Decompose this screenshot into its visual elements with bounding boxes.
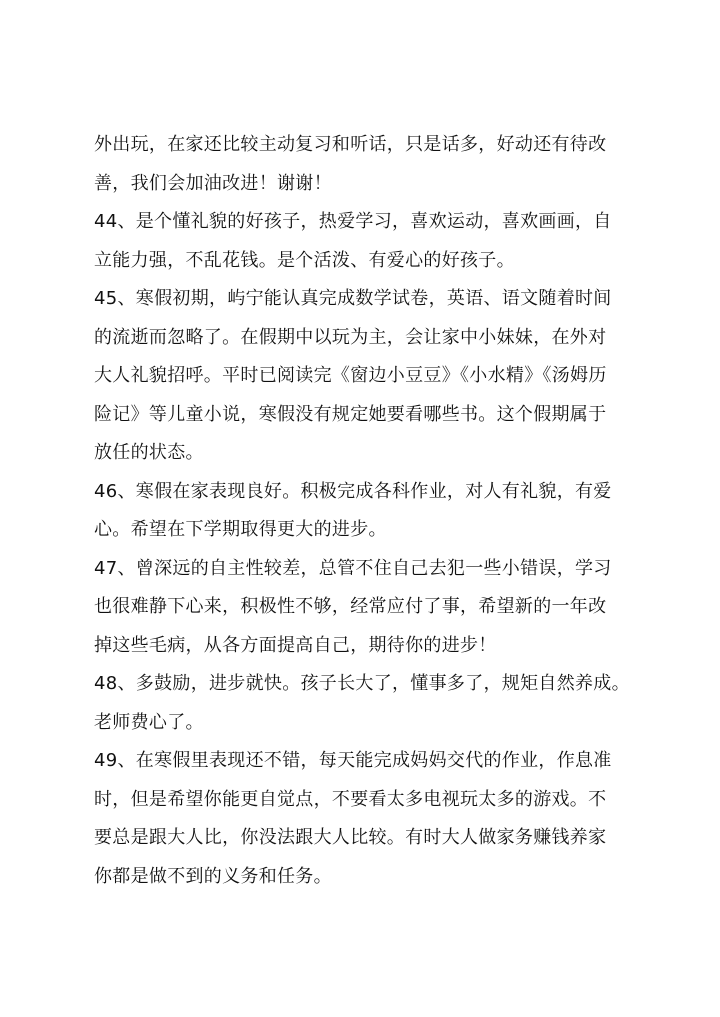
text-line: 要总是跟大人比，你没法跟大人比较。有时大人做家务赚钱养家 — [94, 827, 607, 848]
document-body — [94, 126, 639, 896]
text-line: 时，但是希望你能更自觉点，不要看太多电视玩太多的游戏。不 — [94, 788, 607, 810]
text-line: 老师费心了。 — [94, 711, 204, 733]
text-line: 47、曾深远的自主性较差，总管不住自己去犯一些小错误，学习 — [94, 557, 612, 579]
text-line: 46、寒假在家表现良好。积极完成各科作业，对人有礼貌，有爱 — [94, 480, 612, 502]
text-line: 外出玩，在家还比较主动复习和听话，只是话多，好动还有待改 — [94, 134, 607, 155]
text-line: 48、多鼓励，进步就快。孩子长大了，懂事多了，规矩自然养成。 — [94, 673, 630, 694]
text-line: 善，我们会加油改进！谢谢！ — [94, 172, 332, 194]
text-line: 的流逝而忽略了。在假期中以玩为主，会让家中小妹妹，在外对 — [94, 326, 607, 348]
text-line: 掉这些毛病，从各方面提高自己，期待你的进步！ — [94, 634, 497, 656]
paragraph-47 — [94, 550, 639, 666]
text-line: 立能力强，不乱花钱。是个活泼、有爱心的好孩子。 — [94, 249, 515, 271]
text-line: 也很难静下心来，积极性不够，经常应付了事，希望新的一年改 — [94, 596, 607, 617]
paragraph-43-continued — [94, 126, 639, 203]
text-line: 险记》等儿童小说，寒假没有规定她要看哪些书。这个假期属于 — [94, 403, 607, 425]
text-line: 你都是做不到的义务和任务。 — [94, 865, 332, 887]
text-line: 心。希望在下学期取得更大的进步。 — [94, 519, 387, 540]
text-line: 大人礼貌招呼。平时已阅读完《窗边小豆豆》《小水精》《汤姆历 — [94, 365, 607, 386]
text-line: 放任的状态。 — [94, 442, 204, 463]
paragraph-45 — [94, 280, 639, 473]
text-line: 45、寒假初期，屿宁能认真完成数学试卷，英语、语文随着时间 — [94, 288, 612, 309]
text-line: 44、是个懂礼貌的好孩子，热爱学习，喜欢运动，喜欢画画，自 — [94, 211, 612, 232]
paragraph-46 — [94, 473, 639, 550]
paragraph-44 — [94, 203, 639, 280]
paragraph-49 — [94, 742, 639, 896]
paragraph-48 — [94, 665, 639, 742]
text-line: 49、在寒假里表现还不错，每天能完成妈妈交代的作业，作息准 — [94, 750, 612, 771]
